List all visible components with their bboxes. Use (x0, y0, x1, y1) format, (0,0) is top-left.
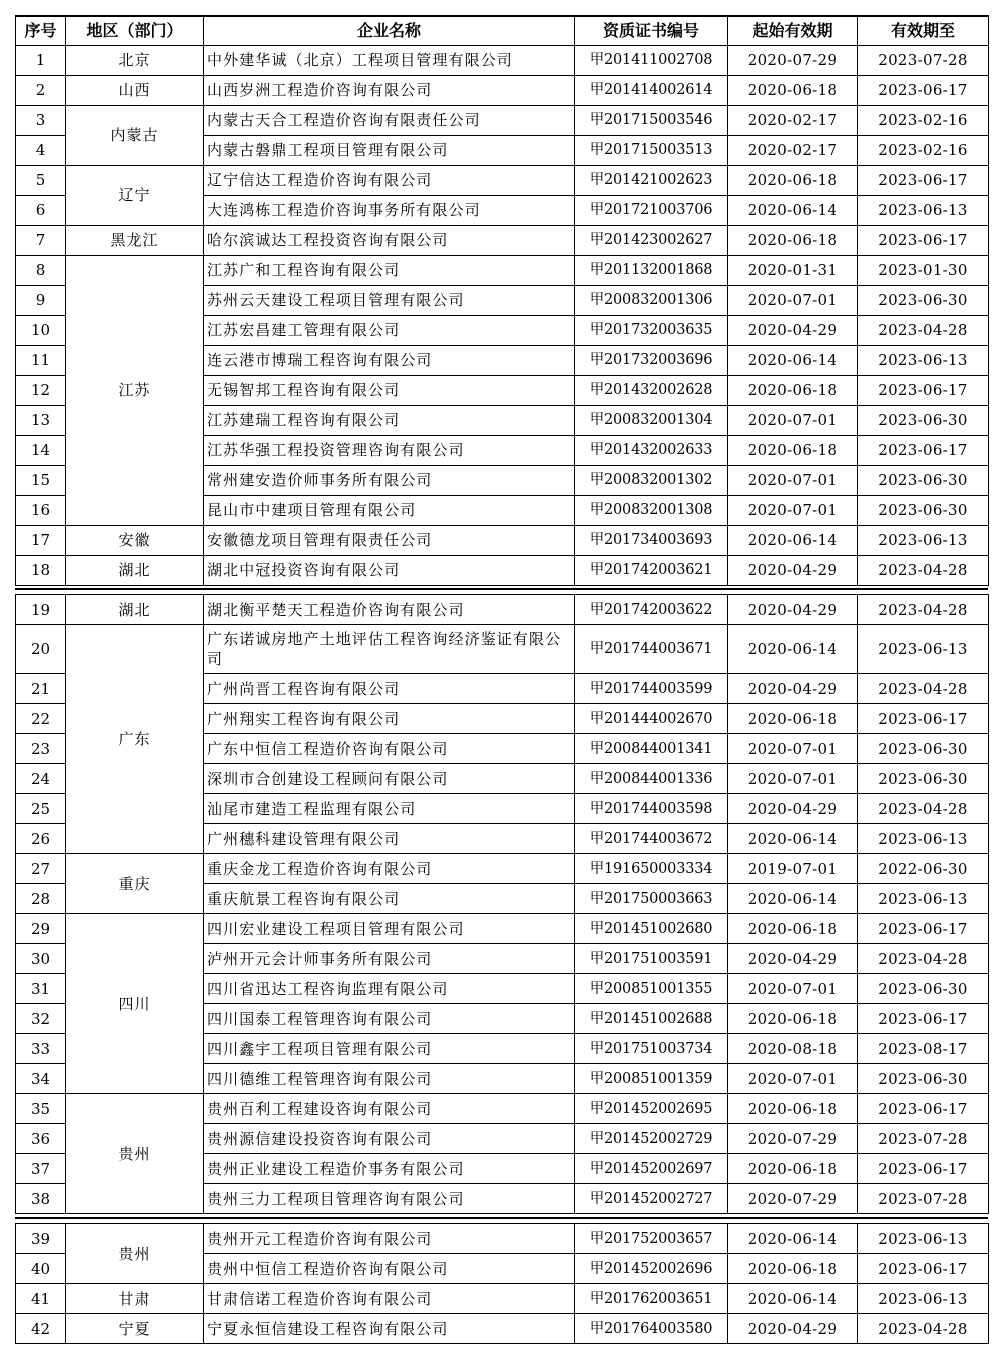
row-serial: 29 (16, 914, 66, 944)
row-start-date: 2020-08-18 (728, 1034, 858, 1064)
row-company: 甘肃信诺工程造价咨询有限公司 (204, 1284, 575, 1314)
row-start-date: 2020-04-29 (728, 1314, 858, 1344)
row-end-date: 2023-06-30 (858, 974, 989, 1004)
row-cert-no: 甲200844001336 (575, 764, 728, 794)
row-cert-no: 甲201423002627 (575, 225, 728, 255)
row-cert-no: 甲201411002708 (575, 45, 728, 75)
row-serial: 33 (16, 1034, 66, 1064)
row-region: 宁夏 (66, 1314, 204, 1344)
row-region: 四川 (66, 914, 204, 1094)
row-company: 贵州开元工程造价咨询有限公司 (204, 1224, 575, 1254)
row-start-date: 2020-07-01 (728, 1064, 858, 1094)
row-serial: 17 (16, 525, 66, 555)
row-cert-no: 甲201421002623 (575, 165, 728, 195)
row-serial: 23 (16, 734, 66, 764)
row-end-date: 2023-06-30 (858, 405, 989, 435)
row-company: 广东诺诚房地产土地评估工程咨询经济鉴证有限公司 (204, 625, 575, 674)
header-start-date: 起始有效期 (728, 16, 858, 45)
row-end-date: 2023-07-28 (858, 45, 989, 75)
row-start-date: 2020-06-14 (728, 824, 858, 854)
row-company: 重庆航景工程咨询有限公司 (204, 884, 575, 914)
row-serial: 2 (16, 75, 66, 105)
row-cert-no: 甲201734003693 (575, 525, 728, 555)
row-region: 黑龙江 (66, 225, 204, 255)
row-region: 广东 (66, 625, 204, 854)
row-end-date: 2023-06-13 (858, 1224, 989, 1254)
qualification-table-part-2 (15, 594, 989, 1214)
row-serial: 26 (16, 824, 66, 854)
row-serial: 22 (16, 704, 66, 734)
row-end-date: 2023-06-17 (858, 1154, 989, 1184)
row-end-date: 2023-04-28 (858, 674, 989, 704)
row-end-date: 2023-06-30 (858, 285, 989, 315)
row-serial: 7 (16, 225, 66, 255)
row-cert-no: 甲201451002680 (575, 914, 728, 944)
row-end-date: 2023-06-13 (858, 625, 989, 674)
row-start-date: 2020-06-14 (728, 625, 858, 674)
row-cert-no: 甲201444002670 (575, 704, 728, 734)
row-start-date: 2020-07-01 (728, 764, 858, 794)
row-company: 连云港市博瑞工程咨询有限公司 (204, 345, 575, 375)
row-company: 重庆金龙工程造价咨询有限公司 (204, 854, 575, 884)
row-company: 江苏广和工程咨询有限公司 (204, 255, 575, 285)
row-company: 内蒙古磐鼎工程项目管理有限公司 (204, 135, 575, 165)
table-row (16, 525, 989, 555)
row-serial: 4 (16, 135, 66, 165)
row-end-date: 2023-06-17 (858, 1254, 989, 1284)
row-cert-no: 甲201751003734 (575, 1034, 728, 1064)
row-cert-no: 甲201744003671 (575, 625, 728, 674)
table-row (16, 165, 989, 195)
row-end-date: 2023-08-17 (858, 1034, 989, 1064)
row-start-date: 2020-07-01 (728, 465, 858, 495)
row-company: 常州建安造价师事务所有限公司 (204, 465, 575, 495)
table-row (16, 625, 989, 674)
row-cert-no: 甲201432002628 (575, 375, 728, 405)
row-cert-no: 甲200832001308 (575, 495, 728, 525)
row-cert-no: 甲200851001355 (575, 974, 728, 1004)
row-serial: 42 (16, 1314, 66, 1344)
row-region: 山西 (66, 75, 204, 105)
row-region: 贵州 (66, 1094, 204, 1214)
row-start-date: 2020-06-18 (728, 914, 858, 944)
row-end-date: 2023-04-28 (858, 1314, 989, 1344)
row-company: 贵州中恒信工程造价咨询有限公司 (204, 1254, 575, 1284)
row-end-date: 2023-06-13 (858, 525, 989, 555)
row-region: 安徽 (66, 525, 204, 555)
row-end-date: 2023-06-17 (858, 165, 989, 195)
row-cert-no: 甲201744003672 (575, 824, 728, 854)
row-cert-no: 甲201432002633 (575, 435, 728, 465)
row-company: 贵州源信建设投资咨询有限公司 (204, 1124, 575, 1154)
qualification-table-part-3 (15, 1223, 989, 1344)
row-cert-no: 甲201451002688 (575, 1004, 728, 1034)
header-serial: 序号 (16, 16, 66, 45)
row-company: 中外建华诚（北京）工程项目管理有限公司 (204, 45, 575, 75)
row-end-date: 2023-06-17 (858, 1094, 989, 1124)
row-cert-no: 甲200832001302 (575, 465, 728, 495)
row-cert-no: 甲201744003598 (575, 794, 728, 824)
row-start-date: 2020-06-14 (728, 195, 858, 225)
row-region: 辽宁 (66, 165, 204, 225)
row-cert-no: 甲201715003513 (575, 135, 728, 165)
row-start-date: 2020-06-18 (728, 225, 858, 255)
header-end-date: 有效期至 (858, 16, 989, 45)
row-start-date: 2020-07-29 (728, 1124, 858, 1154)
row-end-date: 2023-06-17 (858, 435, 989, 465)
row-serial: 12 (16, 375, 66, 405)
row-start-date: 2020-04-29 (728, 674, 858, 704)
row-start-date: 2020-06-14 (728, 884, 858, 914)
row-serial: 40 (16, 1254, 66, 1284)
row-start-date: 2020-07-01 (728, 285, 858, 315)
table-row (16, 914, 989, 944)
row-start-date: 2020-07-01 (728, 405, 858, 435)
row-company: 四川鑫宇工程项目管理有限公司 (204, 1034, 575, 1064)
row-end-date: 2023-06-17 (858, 375, 989, 405)
row-start-date: 2020-07-29 (728, 45, 858, 75)
row-company: 广州尚晋工程咨询有限公司 (204, 674, 575, 704)
row-serial: 15 (16, 465, 66, 495)
row-serial: 32 (16, 1004, 66, 1034)
row-start-date: 2020-02-17 (728, 105, 858, 135)
row-region: 贵州 (66, 1224, 204, 1284)
row-start-date: 2020-07-01 (728, 495, 858, 525)
row-end-date: 2023-04-28 (858, 315, 989, 345)
table-row (16, 854, 989, 884)
row-cert-no: 甲201751003591 (575, 944, 728, 974)
row-company: 江苏宏昌建工管理有限公司 (204, 315, 575, 345)
row-company: 四川省迅达工程咨询监理有限公司 (204, 974, 575, 1004)
row-company: 广州穗科建设管理有限公司 (204, 824, 575, 854)
row-end-date: 2023-06-30 (858, 1064, 989, 1094)
row-serial: 39 (16, 1224, 66, 1254)
row-start-date: 2020-06-18 (728, 704, 858, 734)
row-region: 内蒙古 (66, 105, 204, 165)
row-cert-no: 甲201752003657 (575, 1224, 728, 1254)
row-end-date: 2023-06-13 (858, 824, 989, 854)
row-cert-no: 甲200832001306 (575, 285, 728, 315)
row-end-date: 2023-04-28 (858, 595, 989, 625)
row-start-date: 2020-06-14 (728, 345, 858, 375)
row-company: 苏州云天建设工程项目管理有限公司 (204, 285, 575, 315)
row-start-date: 2020-06-18 (728, 75, 858, 105)
row-start-date: 2020-06-18 (728, 435, 858, 465)
row-cert-no: 甲201452002695 (575, 1094, 728, 1124)
row-serial: 38 (16, 1184, 66, 1214)
row-company: 四川宏业建设工程项目管理有限公司 (204, 914, 575, 944)
row-cert-no: 甲201764003580 (575, 1314, 728, 1344)
row-start-date: 2020-04-29 (728, 315, 858, 345)
row-start-date: 2020-06-14 (728, 1224, 858, 1254)
row-start-date: 2020-04-29 (728, 794, 858, 824)
row-serial: 11 (16, 345, 66, 375)
row-cert-no: 甲201750003663 (575, 884, 728, 914)
row-serial: 9 (16, 285, 66, 315)
row-serial: 18 (16, 555, 66, 585)
row-start-date: 2020-07-01 (728, 734, 858, 764)
row-end-date: 2023-06-17 (858, 1004, 989, 1034)
row-end-date: 2023-01-30 (858, 255, 989, 285)
row-company: 山西岁洲工程造价咨询有限公司 (204, 75, 575, 105)
row-end-date: 2023-06-17 (858, 225, 989, 255)
row-serial: 25 (16, 794, 66, 824)
row-serial: 35 (16, 1094, 66, 1124)
row-cert-no: 甲201132001868 (575, 255, 728, 285)
row-start-date: 2020-06-14 (728, 525, 858, 555)
row-start-date: 2020-04-29 (728, 555, 858, 585)
table-row (16, 555, 989, 585)
row-cert-no: 甲201762003651 (575, 1284, 728, 1314)
row-cert-no: 甲201721003706 (575, 195, 728, 225)
row-region: 甘肃 (66, 1284, 204, 1314)
row-cert-no: 甲201744003599 (575, 674, 728, 704)
row-company: 广州翔实工程咨询有限公司 (204, 704, 575, 734)
row-region: 江苏 (66, 255, 204, 525)
row-cert-no: 甲200844001341 (575, 734, 728, 764)
row-company: 江苏建瑞工程咨询有限公司 (204, 405, 575, 435)
row-start-date: 2019-07-01 (728, 854, 858, 884)
row-start-date: 2020-06-18 (728, 1004, 858, 1034)
row-serial: 1 (16, 45, 66, 75)
row-start-date: 2020-06-18 (728, 165, 858, 195)
row-company: 湖北衡平楚天工程造价咨询有限公司 (204, 595, 575, 625)
row-company: 四川国泰工程管理咨询有限公司 (204, 1004, 575, 1034)
row-end-date: 2023-06-17 (858, 75, 989, 105)
row-cert-no: 甲201742003621 (575, 555, 728, 585)
row-end-date: 2022-06-30 (858, 854, 989, 884)
row-region: 湖北 (66, 555, 204, 585)
table-row (16, 255, 989, 285)
row-end-date: 2023-06-13 (858, 884, 989, 914)
row-end-date: 2023-06-13 (858, 195, 989, 225)
row-serial: 41 (16, 1284, 66, 1314)
row-serial: 8 (16, 255, 66, 285)
row-cert-no: 甲201732003635 (575, 315, 728, 345)
table-row (16, 595, 989, 625)
row-cert-no: 甲201414002614 (575, 75, 728, 105)
row-end-date: 2023-06-17 (858, 914, 989, 944)
table-header-row (16, 16, 989, 45)
row-end-date: 2023-06-30 (858, 465, 989, 495)
row-end-date: 2023-06-30 (858, 495, 989, 525)
row-company: 贵州百利工程建设咨询有限公司 (204, 1094, 575, 1124)
row-company: 哈尔滨诚达工程投资咨询有限公司 (204, 225, 575, 255)
table-row (16, 225, 989, 255)
row-region: 重庆 (66, 854, 204, 914)
header-cert-no: 资质证书编号 (575, 16, 728, 45)
row-serial: 5 (16, 165, 66, 195)
row-end-date: 2023-04-28 (858, 944, 989, 974)
row-company: 辽宁信达工程造价咨询有限公司 (204, 165, 575, 195)
row-cert-no: 甲201452002729 (575, 1124, 728, 1154)
row-company: 宁夏永恒信建设工程咨询有限公司 (204, 1314, 575, 1344)
row-start-date: 2020-04-29 (728, 944, 858, 974)
row-start-date: 2020-07-01 (728, 974, 858, 1004)
row-serial: 14 (16, 435, 66, 465)
row-serial: 27 (16, 854, 66, 884)
row-end-date: 2023-06-13 (858, 1284, 989, 1314)
table-row (16, 75, 989, 105)
row-company: 昆山市中建项目管理有限公司 (204, 495, 575, 525)
row-region: 湖北 (66, 595, 204, 625)
row-company: 贵州正业建设工程造价事务有限公司 (204, 1154, 575, 1184)
row-serial: 20 (16, 625, 66, 674)
row-company: 深圳市合创建设工程顾问有限公司 (204, 764, 575, 794)
row-serial: 19 (16, 595, 66, 625)
row-company: 泸州开元会计师事务所有限公司 (204, 944, 575, 974)
row-serial: 36 (16, 1124, 66, 1154)
table-row (16, 45, 989, 75)
table-row (16, 1094, 989, 1124)
row-start-date: 2020-06-18 (728, 1154, 858, 1184)
row-serial: 28 (16, 884, 66, 914)
row-serial: 16 (16, 495, 66, 525)
row-end-date: 2023-02-16 (858, 105, 989, 135)
row-company: 汕尾市建造工程监理有限公司 (204, 794, 575, 824)
row-end-date: 2023-04-28 (858, 555, 989, 585)
row-cert-no: 甲201452002727 (575, 1184, 728, 1214)
row-serial: 34 (16, 1064, 66, 1094)
row-cert-no: 甲201715003546 (575, 105, 728, 135)
row-start-date: 2020-02-17 (728, 135, 858, 165)
row-end-date: 2023-06-17 (858, 704, 989, 734)
page-break-line (15, 1217, 988, 1219)
row-end-date: 2023-04-28 (858, 794, 989, 824)
row-cert-no: 甲200851001359 (575, 1064, 728, 1094)
row-serial: 21 (16, 674, 66, 704)
row-start-date: 2020-06-18 (728, 1094, 858, 1124)
row-cert-no: 甲191650003334 (575, 854, 728, 884)
row-serial: 6 (16, 195, 66, 225)
row-company: 江苏华强工程投资管理咨询有限公司 (204, 435, 575, 465)
row-start-date: 2020-06-18 (728, 1254, 858, 1284)
row-serial: 10 (16, 315, 66, 345)
row-serial: 37 (16, 1154, 66, 1184)
table-row (16, 1314, 989, 1344)
row-serial: 24 (16, 764, 66, 794)
row-cert-no: 甲201452002696 (575, 1254, 728, 1284)
row-serial: 13 (16, 405, 66, 435)
row-end-date: 2023-02-16 (858, 135, 989, 165)
row-end-date: 2023-06-30 (858, 764, 989, 794)
row-end-date: 2023-06-30 (858, 734, 989, 764)
row-serial: 30 (16, 944, 66, 974)
row-start-date: 2020-01-31 (728, 255, 858, 285)
page-break-line (15, 588, 988, 590)
row-start-date: 2020-07-29 (728, 1184, 858, 1214)
header-region: 地区（部门） (66, 16, 204, 45)
row-start-date: 2020-06-18 (728, 375, 858, 405)
row-company: 四川德维工程管理咨询有限公司 (204, 1064, 575, 1094)
row-end-date: 2023-07-28 (858, 1124, 989, 1154)
row-region: 北京 (66, 45, 204, 75)
row-cert-no: 甲201732003696 (575, 345, 728, 375)
qualification-table-part-1 (15, 15, 989, 586)
table-row (16, 105, 989, 135)
row-serial: 31 (16, 974, 66, 1004)
row-start-date: 2020-06-14 (728, 1284, 858, 1314)
row-company: 湖北中冠投资咨询有限公司 (204, 555, 575, 585)
row-company: 内蒙古天合工程造价咨询有限责任公司 (204, 105, 575, 135)
header-company: 企业名称 (204, 16, 575, 45)
row-company: 无锡智邦工程咨询有限公司 (204, 375, 575, 405)
table-row (16, 1284, 989, 1314)
row-cert-no: 甲201452002697 (575, 1154, 728, 1184)
row-end-date: 2023-07-28 (858, 1184, 989, 1214)
table-row (16, 1224, 989, 1254)
row-company: 安徽德龙项目管理有限责任公司 (204, 525, 575, 555)
row-start-date: 2020-04-29 (728, 595, 858, 625)
row-cert-no: 甲200832001304 (575, 405, 728, 435)
row-company: 大连鸿栋工程造价咨询事务所有限公司 (204, 195, 575, 225)
row-serial: 3 (16, 105, 66, 135)
row-cert-no: 甲201742003622 (575, 595, 728, 625)
row-company: 广东中恒信工程造价咨询有限公司 (204, 734, 575, 764)
row-company: 贵州三力工程项目管理咨询有限公司 (204, 1184, 575, 1214)
row-end-date: 2023-06-13 (858, 345, 989, 375)
